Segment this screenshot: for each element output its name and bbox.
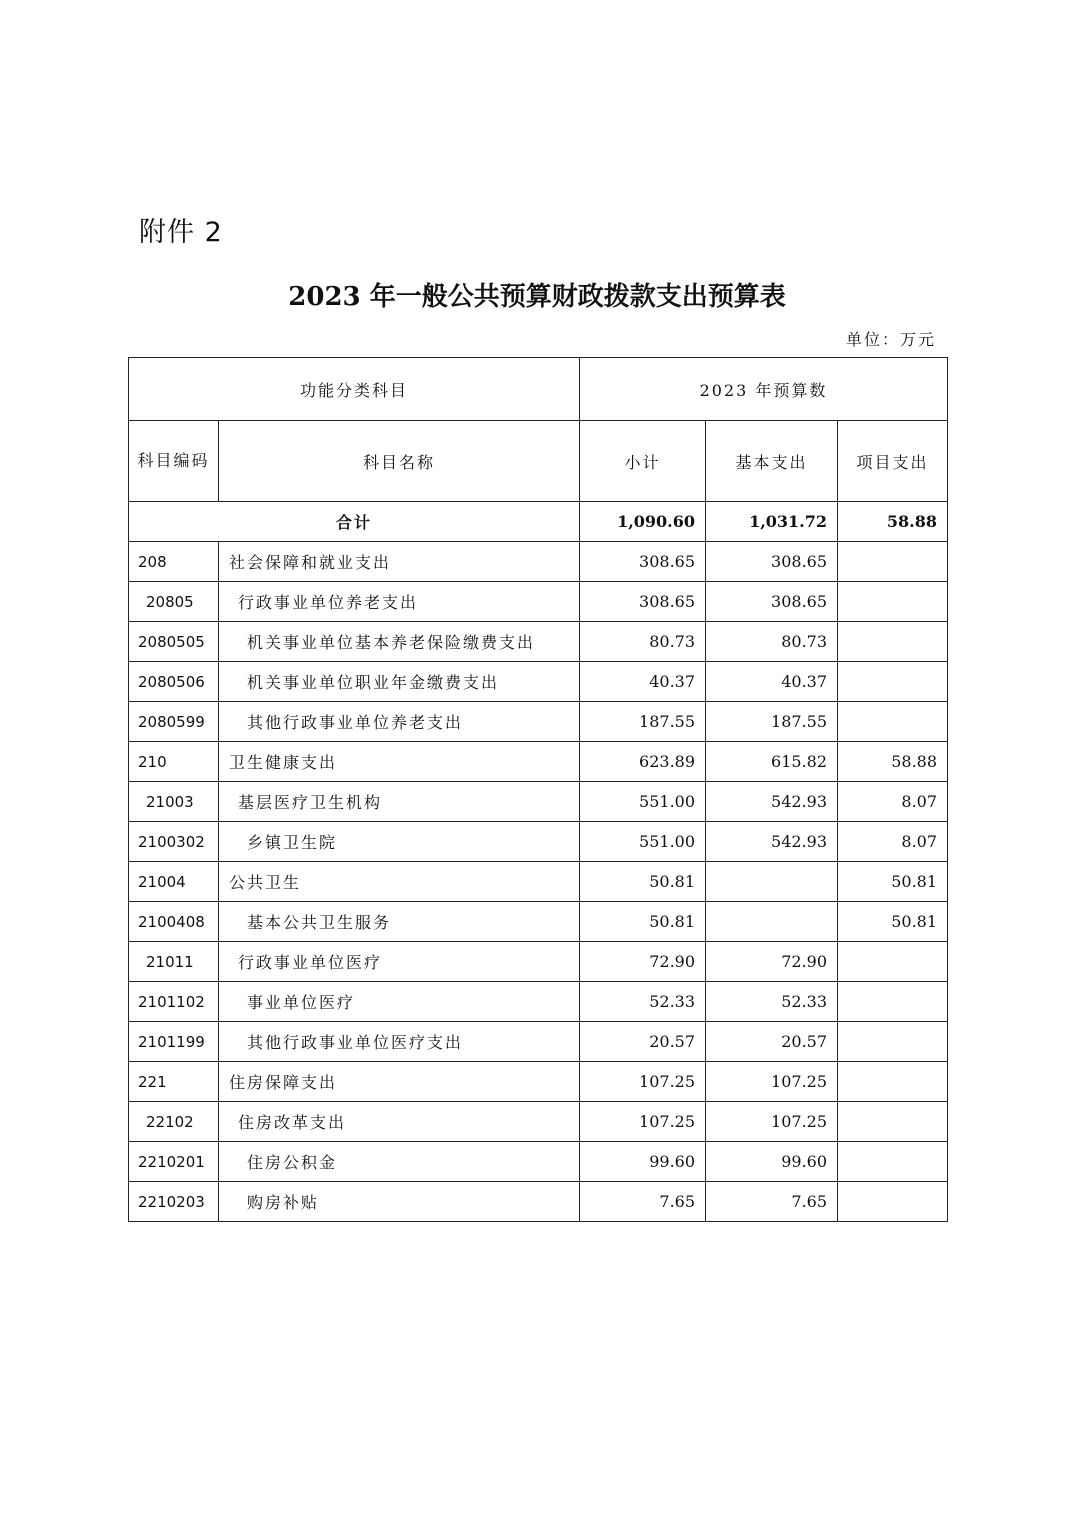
header-row-group (129, 358, 948, 421)
row-project (838, 942, 948, 982)
row-basic: 308.65 (706, 542, 838, 582)
row-code: 2080599 (129, 702, 219, 742)
row-name: 住房公积金 (219, 1142, 580, 1182)
total-label: 合计 (129, 502, 580, 542)
row-code: 21011 (129, 942, 219, 982)
row-subtotal: 80.73 (580, 622, 706, 662)
row-basic: 20.57 (706, 1022, 838, 1062)
row-code: 221 (129, 1062, 219, 1102)
row-project (838, 982, 948, 1022)
row-name: 乡镇卫生院 (219, 822, 580, 862)
row-basic: 308.65 (706, 582, 838, 622)
table-row (129, 1142, 948, 1182)
row-subtotal: 551.00 (580, 782, 706, 822)
row-name: 公共卫生 (219, 862, 580, 902)
header-subject-code: 科目编码 (129, 421, 219, 502)
row-code: 2101199 (129, 1022, 219, 1062)
row-project: 8.07 (838, 822, 948, 862)
row-basic: 542.93 (706, 822, 838, 862)
row-subtotal: 107.25 (580, 1062, 706, 1102)
header-subtotal: 小计 (580, 421, 706, 502)
row-basic: 40.37 (706, 662, 838, 702)
table-row (129, 662, 948, 702)
row-basic: 7.65 (706, 1182, 838, 1222)
row-project (838, 622, 948, 662)
unit-label: 单位：万元 (845, 330, 936, 349)
budget-table (128, 357, 948, 1222)
row-basic: 107.25 (706, 1102, 838, 1142)
row-name: 事业单位医疗 (219, 982, 580, 1022)
total-subtotal: 1,090.60 (580, 502, 706, 542)
row-project (838, 1102, 948, 1142)
row-subtotal: 187.55 (580, 702, 706, 742)
row-code: 2100302 (129, 822, 219, 862)
row-code: 2101102 (129, 982, 219, 1022)
table-row (129, 1022, 948, 1062)
total-basic: 1,031.72 (706, 502, 838, 542)
header-row-columns (129, 421, 948, 502)
row-subtotal: 107.25 (580, 1102, 706, 1142)
row-basic: 52.33 (706, 982, 838, 1022)
row-subtotal: 551.00 (580, 822, 706, 862)
table-row (129, 702, 948, 742)
page-title: 2023 年一般公共预算财政拨款支出预算表 (288, 282, 786, 312)
header-basic-expense: 基本支出 (706, 421, 838, 502)
row-project (838, 662, 948, 702)
row-project (838, 1022, 948, 1062)
row-name: 基层医疗卫生机构 (219, 782, 580, 822)
header-project-expense: 项目支出 (838, 421, 948, 502)
row-project (838, 1182, 948, 1222)
row-subtotal: 20.57 (580, 1022, 706, 1062)
row-subtotal: 7.65 (580, 1182, 706, 1222)
row-name: 其他行政事业单位医疗支出 (219, 1022, 580, 1062)
header-subject-name: 科目名称 (219, 421, 580, 502)
table-row (129, 942, 948, 982)
row-subtotal: 40.37 (580, 662, 706, 702)
row-code: 2210203 (129, 1182, 219, 1222)
row-code: 21003 (129, 782, 219, 822)
row-project (838, 542, 948, 582)
row-basic: 542.93 (706, 782, 838, 822)
row-project: 58.88 (838, 742, 948, 782)
row-subtotal: 99.60 (580, 1142, 706, 1182)
row-code: 2210201 (129, 1142, 219, 1182)
row-project: 50.81 (838, 902, 948, 942)
row-basic (706, 862, 838, 902)
row-project (838, 702, 948, 742)
table-row (129, 742, 948, 782)
row-code: 208 (129, 542, 219, 582)
row-project (838, 582, 948, 622)
row-project: 8.07 (838, 782, 948, 822)
row-subtotal: 52.33 (580, 982, 706, 1022)
row-basic: 80.73 (706, 622, 838, 662)
row-basic: 107.25 (706, 1062, 838, 1102)
row-project: 50.81 (838, 862, 948, 902)
table-row (129, 902, 948, 942)
table-row (129, 1062, 948, 1102)
row-name: 机关事业单位职业年金缴费支出 (219, 662, 580, 702)
row-name: 住房保障支出 (219, 1062, 580, 1102)
row-code: 2080505 (129, 622, 219, 662)
row-project (838, 1142, 948, 1182)
row-name: 卫生健康支出 (219, 742, 580, 782)
row-subtotal: 308.65 (580, 582, 706, 622)
header-function-category: 功能分类科目 (129, 358, 580, 421)
row-basic (706, 902, 838, 942)
row-name: 机关事业单位基本养老保险缴费支出 (219, 622, 580, 662)
table-row (129, 622, 948, 662)
header-budget-year: 2023 年预算数 (580, 358, 948, 421)
row-subtotal: 50.81 (580, 902, 706, 942)
attachment-label: 附件 2 (139, 217, 223, 248)
row-code: 22102 (129, 1102, 219, 1142)
row-name: 社会保障和就业支出 (219, 542, 580, 582)
table-row (129, 822, 948, 862)
row-code: 210 (129, 742, 219, 782)
row-subtotal: 50.81 (580, 862, 706, 902)
total-project: 58.88 (838, 502, 948, 542)
row-subtotal: 308.65 (580, 542, 706, 582)
row-code: 21004 (129, 862, 219, 902)
row-basic: 99.60 (706, 1142, 838, 1182)
table-row (129, 582, 948, 622)
table-row (129, 1102, 948, 1142)
row-code: 20805 (129, 582, 219, 622)
table-row (129, 542, 948, 582)
table-row (129, 782, 948, 822)
row-name: 基本公共卫生服务 (219, 902, 580, 942)
row-name: 其他行政事业单位养老支出 (219, 702, 580, 742)
row-code: 2100408 (129, 902, 219, 942)
table-row (129, 982, 948, 1022)
row-code: 2080506 (129, 662, 219, 702)
row-basic: 615.82 (706, 742, 838, 782)
row-basic: 187.55 (706, 702, 838, 742)
row-name: 行政事业单位养老支出 (219, 582, 580, 622)
total-row (129, 502, 948, 542)
table-row (129, 1182, 948, 1222)
row-project (838, 1062, 948, 1102)
row-name: 行政事业单位医疗 (219, 942, 580, 982)
table-row (129, 862, 948, 902)
row-subtotal: 623.89 (580, 742, 706, 782)
row-basic: 72.90 (706, 942, 838, 982)
row-name: 购房补贴 (219, 1182, 580, 1222)
row-subtotal: 72.90 (580, 942, 706, 982)
row-name: 住房改革支出 (219, 1102, 580, 1142)
